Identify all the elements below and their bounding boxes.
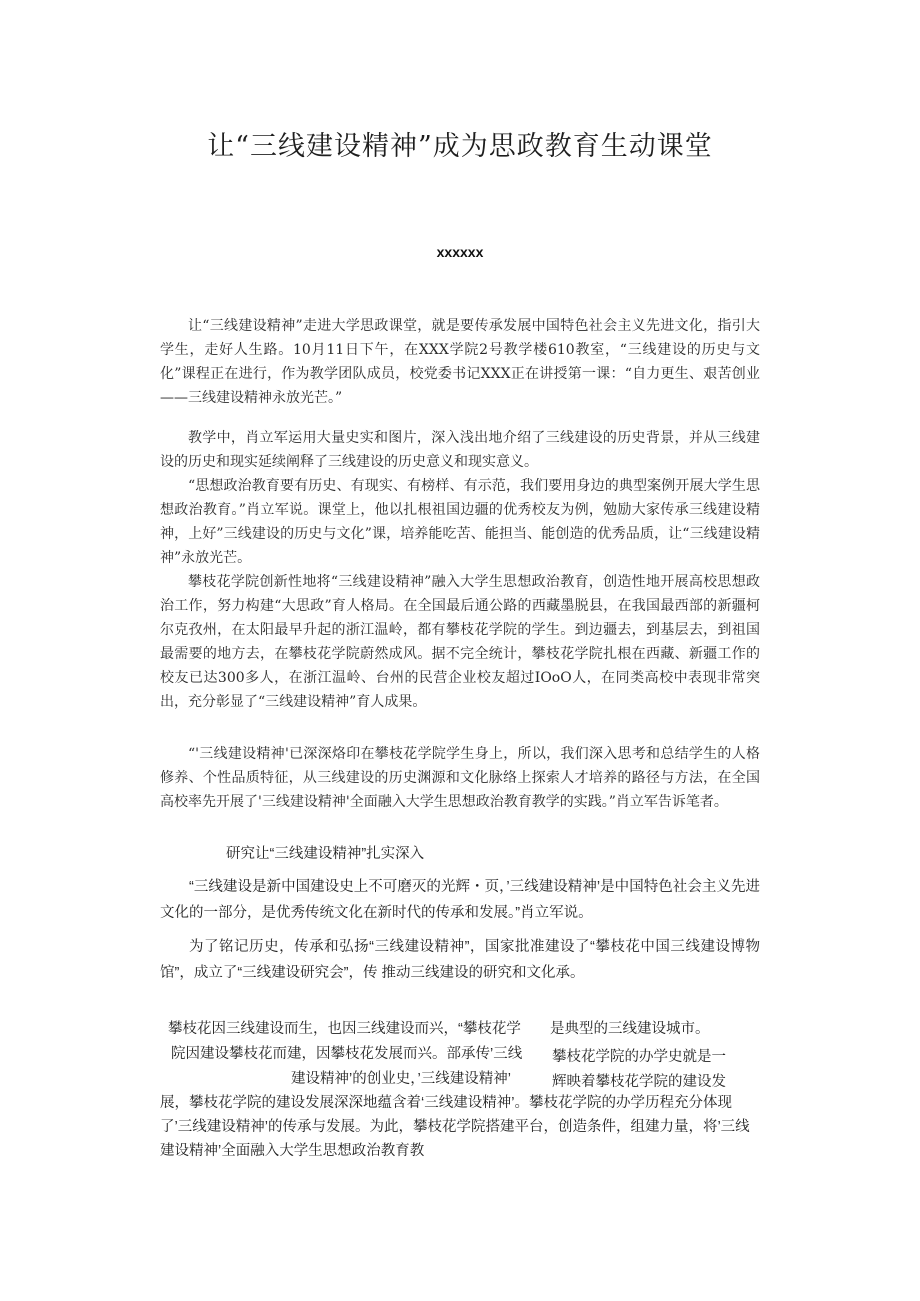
paragraph-3: “思想政治教育要有历史、有现实、有榜样、有示范，我们要用身边的典型案例开展大学生思想政治教育。”肖立军说。课堂上，他以扎根祖国边疆的优秀校友为例，勉励大家传承三线建设精神，上好”三线建设的历史与文化”课，培养能吃苦、能担当、能创造的优秀品质，让“三线建设精神”永放光芒。 (160, 478, 760, 566)
author-name: xxxxxx (436, 244, 484, 260)
fragment-left-2: 院因建设攀枝花而建，因攀枝花发展而兴。部承传’三线 (171, 1046, 523, 1062)
fragment-left-1: 攀枝花因三线建设而生，也因三线建设而兴，“攀枝花学 (168, 1021, 521, 1037)
section-paragraph-2: 为了铭记历史，传承和弘扬“三线建设精神”，国家批准建设了“攀枝花中国三线建设博物馆”，成立了“三线建设研究会”，传 推动三线建设的研究和文化承。 (160, 939, 760, 981)
section-heading: 研究让“三线建设精神”扎实深入 (226, 846, 425, 862)
paragraph-4: 攀枝花学院创新性地将“三线建设精神”融入大学生思想政治教育，创造性地开展高校思想政治工作，努力构建“大思政”育人格局。在全国最后通公路的西藏墨脱县，在我国最西部的新疆柯尔克孜州，在太阳最早升起的浙江温岭，都有攀枝花学院的学生。到边疆去，到基层去，到祖国最需要的地方去，在攀枝花学院蔚然成风。据不完全统计，攀枝花学院扎根在西藏、新疆工作的校友已达300多人，在浙江温岭、台州的民营企业校友超过IOoO人，在同类高校中表现非常突出，充分彰显了“三线建设精神”育人成果。 (160, 574, 760, 710)
fragment-right-2: 攀枝花学院的办学史就是一 (552, 1049, 726, 1065)
paragraph-2: 教学中，肖立军运用大量史实和图片，深入浅出地介绍了三线建设的历史背景，并从三线建设的历史和现实延续阐释了三线建设的历史意义和现实意义。 (160, 430, 760, 470)
paragraph-1: 让“三线建设精神”走进大学思政课堂，就是要传承发展中国特色社会主义先进文化，指引大学生，走好人生路。10月11日下午，在XXX学院2号教学楼610教室，“三线建设的历史与文化”课程正在进行，作为教学团队成员，校党委书记XXX正在讲授第一课：“自力更生、艰苦创业——三线建设精神永放光芒。” (160, 318, 760, 406)
fragment-tail: 展，攀枝花学院的建设发展深深地蕴含着‘三线建设精神’。攀枝花学院的办学历程充分体现了’三线建设精神’的传承与发展。为此，攀枝花学院搭建平台，创造条件，组建力量，将’三线建设精神’全面融入大学生思想政治教育教 (160, 1095, 750, 1159)
section-paragraph-1: “三线建设是新中国建设史上不可磨灭的光辉・页，’三线建设精神’是中国特色社会主义先进文化的一部分，是优秀传统文化在新时代的传承和发展。”肖立军说。 (160, 879, 760, 921)
paragraph-5: “'三线建设精神'已深深烙印在攀枝花学院学生身上，所以，我们深入思考和总结学生的人格修养、个性品质特征，从三线建设的历史渊源和文化脉络上探索人才培养的路径与方法，在全国高校率先开展了'三线建设精神'全面融入大学生思想政治教育教学的实践。”肖立军告诉笔者。 (160, 746, 760, 810)
fragment-right-3: 辉映着攀枝花学院的建设发 (552, 1074, 726, 1090)
document-title: 让“三线建设精神”成为思政教育生动课堂 (207, 131, 713, 162)
fragment-left-3: 建设精神’的创业史，’三线建设精神’ (291, 1071, 511, 1087)
fragment-right-1: 是典型的三线建设城市。 (550, 1021, 710, 1037)
